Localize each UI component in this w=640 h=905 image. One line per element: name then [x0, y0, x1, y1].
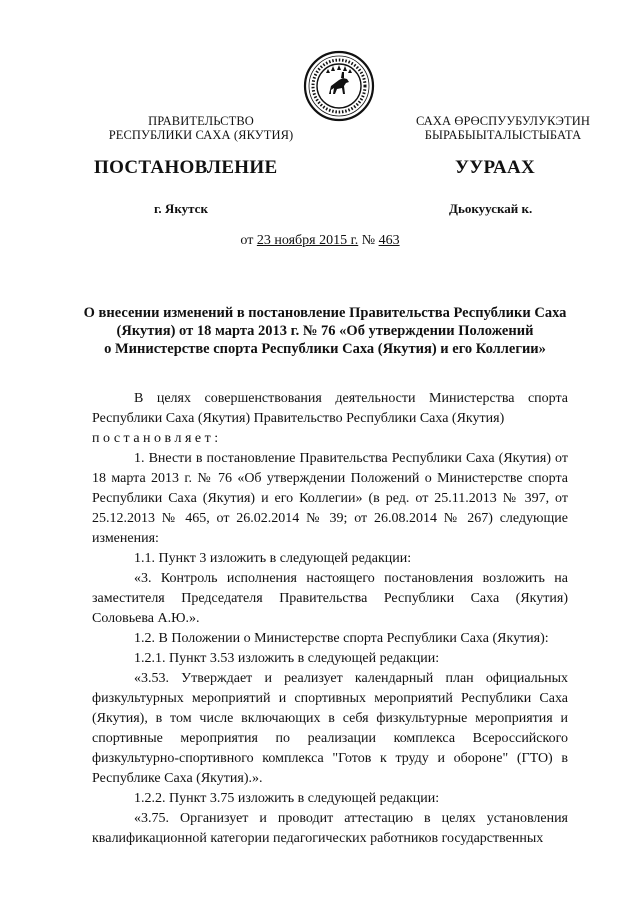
- paragraph-1: 1. Внести в постановление Правительства Республики Саха (Якутия) от 18 марта 2013 г. № 76 «Об утверждении Положений о Министерстве спорта Республики Саха (Якутия) и его Коллегии» (в ред. от 25.11.2013 № 397, от 25.12.2013 № 465, от 26.02.2014 № 39; от 26.08.2014 № 267) следующие изменения:: [92, 451, 568, 546]
- document-type-yakut: УУРААХ: [455, 157, 536, 178]
- date-prefix: от: [240, 233, 257, 248]
- paragraph-1-2: 1.2. В Положении о Министерстве спорта Республики Саха (Якутия):: [134, 631, 549, 646]
- city-russian: г. Якутск: [154, 201, 208, 216]
- document-type-russian: ПОСТАНОВЛЕНИЕ: [94, 157, 278, 178]
- date-number-line: [0, 233, 640, 249]
- document-number: 463: [378, 233, 400, 248]
- paragraph-1-2-1: 1.2.1. Пункт 3.53 изложить в следующей редакции:: [134, 651, 440, 666]
- document-title-line-1: О внесении изменений в постановление Правительства Республики Саха: [83, 305, 567, 321]
- paragraph-1-1-text: «3. Контроль исполнения настоящего постановления возложить на заместителя Председателя Правительства Республики Саха (Якутия) Соловьева А.Ю.».: [92, 571, 568, 626]
- document-title-line-2: (Якутия) от 18 марта 2013 г. № 76 «Об утверждении Положений: [116, 323, 534, 339]
- decree-word-text: постановляет:: [92, 431, 222, 446]
- government-name-line-2: РЕСПУБЛИКИ САХА (ЯКУТИЯ): [108, 128, 294, 142]
- paragraph-1-2-1-text: «3.53. Утверждает и реализует календарный план официальных физкультурных мероприятий и спортивных мероприятий Республики Саха (Якутия), в том числе включающих в себя физкультурные мероприятия и спортивные мероприятия по реализации комплекса Всероссийского физкультурно-спортивного комплекса "Готов к труду и обороне" (ГТО) в Республике Саха (Якутия).».: [92, 671, 568, 786]
- decree-word: [92, 429, 568, 449]
- government-name-yakut-line-1: САХА ӨРӨСПУУБУЛУКЭТИН: [415, 114, 591, 128]
- coat-of-arms-emblem-icon: [303, 50, 375, 122]
- document-title: [80, 304, 570, 358]
- paragraph-1-2-2-text: «3.75. Организует и проводит аттестацию в целях установления квалификационной категории педагогических работников государственных: [92, 811, 568, 846]
- government-name-yakut-line-2: БЫРАБЫЫТАЛЫСТЫБАТА: [424, 128, 582, 142]
- intro-paragraph: В целях совершенствования деятельности Министерства спорта Республики Саха (Якутия) Правительство Республики Саха (Якутия): [92, 391, 568, 426]
- document-date: 23 ноября 2015 г.: [256, 233, 359, 248]
- government-name-russian: [76, 114, 326, 142]
- document-title-line-3: о Министерстве спорта Республики Саха (Якутия) и его Коллегии»: [104, 341, 546, 357]
- paragraph-1-2-2: 1.2.2. Пункт 3.75 изложить в следующей редакции:: [134, 791, 440, 806]
- document-body: [92, 389, 568, 849]
- paragraph-1-1: 1.1. Пункт 3 изложить в следующей редакции:: [134, 551, 412, 566]
- city-yakut: Дьокуускай к.: [449, 201, 533, 216]
- number-prefix: №: [358, 233, 379, 248]
- government-name-line-1: ПРАВИТЕЛЬСТВО: [148, 114, 254, 128]
- government-name-yakut: [378, 114, 628, 142]
